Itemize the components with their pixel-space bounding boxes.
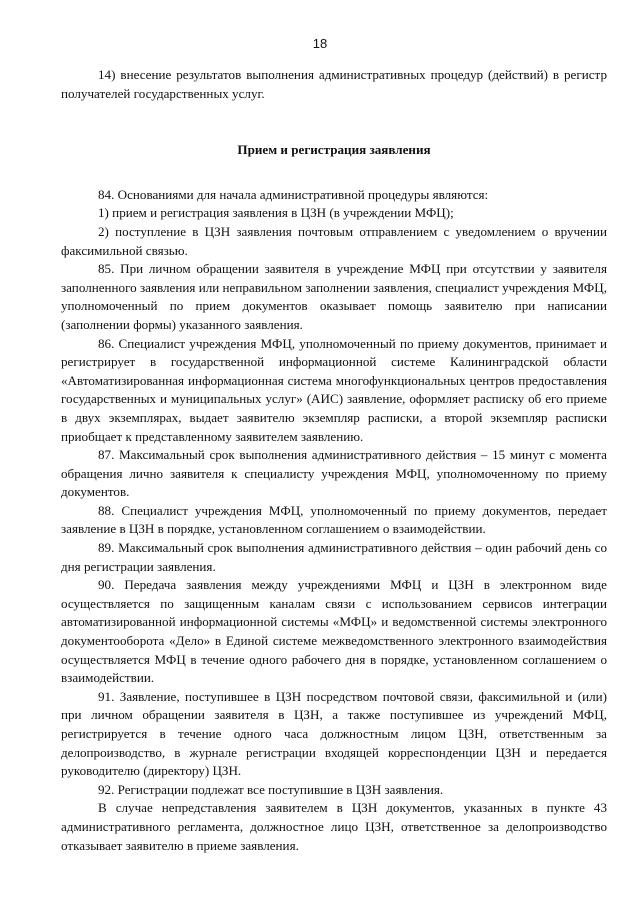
paragraph: 84. Основаниями для начала административной процедуры являются:	[98, 186, 489, 202]
paragraph: 2) поступление в ЦЗН заявления почтовым отправлением с уведомлением о вручении факсимильной связью.	[61, 223, 607, 258]
paragraph: 90. Передача заявления между учреждениями МФЦ и ЦЗН в электронном виде осуществляется по защищенным каналам связи с использованием сервисов интеграции автоматизированной информационной системы «МФЦ» и ведомственной системы электронного документооборота «Дело» в Единой системе межведомственного электронного взаимодействия осуществляется МФЦ в течение одного рабочего дня в порядке, установленном соглашением о взаимодействии.	[61, 577, 607, 686]
paragraph: 14) внесение результатов выполнения административных процедур (действий) в регистр получателей государственных услуг.	[61, 67, 607, 101]
page-number: 18	[312, 36, 328, 51]
paragraph: 85. При личном обращении заявителя в учреждение МФЦ при отсутствии у заявителя заполненного заявления или неправильном заполнении заявления, специалист учреждения МФЦ, уполномоченный по прием документов оказывает помощь заявителю при написании (заполнении формы) указанного заявления.	[61, 261, 607, 332]
document-body	[61, 66, 607, 855]
paragraph: 87. Максимальный срок выполнения административного действия – 15 минут с момента обращения лично заявителя к специалисту учреждения МФЦ, уполномоченному по приему документов.	[61, 447, 607, 500]
paragraph: 86. Специалист учреждения МФЦ, уполномоченный по приему документов, принимает и регистрирует в государственной информационной системе Калининградской области «Автоматизированная информационная система многофункциональных центров предоставления государственных и муниципальных услуг» (АИС) заявление, оформляет расписку об его приеме в двух экземплярах, выдает заявителю экземпляр расписки, а второй экземпляр расписки приобщает к представленному заявителем заявлению.	[61, 335, 607, 444]
paragraph: 91. Заявление, поступившее в ЦЗН посредством почтовой связи, факсимильной и (или) при личном обращении заявителя в ЦЗН, а также поступившее из учреждений МФЦ, регистрируется в течение одного часа должностным лицом ЦЗН, ответственным за делопроизводство, в журнале регистрации входящей корреспонденции ЦЗН и передается руководителю (директору) ЦЗН.	[61, 688, 607, 779]
section-heading: Прием и регистрация заявления	[237, 142, 431, 158]
paragraph: В случае непредставления заявителем в ЦЗН документов, указанных в пункте 43 административного регламента, должностное лицо ЦЗН, ответственное за делопроизводство отказывает заявителю в приеме заявления.	[61, 800, 607, 853]
paragraph: 88. Специалист учреждения МФЦ, уполномоченный по приему документов, передает заявление в ЦЗН в порядке, установленном соглашением о взаимодействии.	[61, 502, 607, 537]
paragraph: 89. Максимальный срок выполнения административного действия – один рабочий день со дня регистрации заявления.	[61, 540, 607, 574]
paragraph: 92. Регистрации подлежат все поступившие в ЦЗН заявления.	[98, 781, 444, 797]
paragraph: 1) прием и регистрация заявления в ЦЗН (в учреждении МФЦ);	[98, 205, 454, 221]
